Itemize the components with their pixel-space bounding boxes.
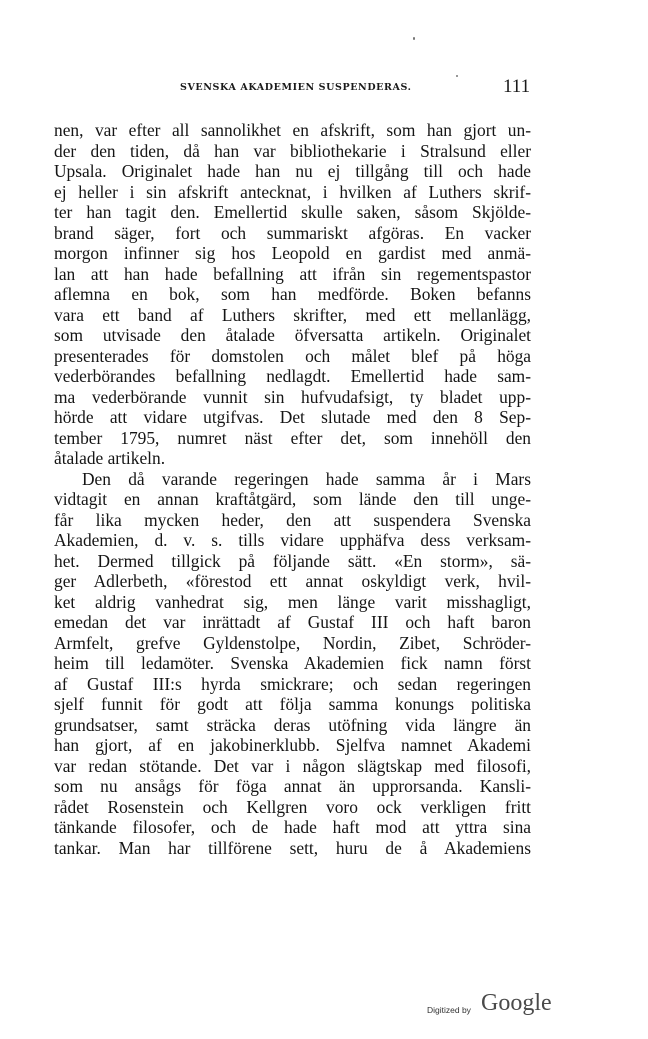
text-line: som utvisade den åtalade öfversatta artikeln. Originalet xyxy=(54,325,531,345)
ink-speck xyxy=(413,37,415,40)
text-line: het. Dermed tillgick på följande sätt. «En storm», sä- xyxy=(54,550,531,571)
text-line: heim till ledamöter. Svenska Akademien fick namn först xyxy=(54,653,531,673)
text-line: Armfelt, grefve Gyldenstolpe, Nordin, Zibet, Schröder- xyxy=(54,632,531,653)
text-line: emedan det var inrättadt af Gustaf III och haft baron xyxy=(54,612,531,632)
text-line: får lika mycken heder, den att suspendera Svenska xyxy=(54,509,531,530)
google-wordmark: Google xyxy=(481,990,552,1016)
running-title: SVENSKA AKADEMIEN SUSPENDERAS. xyxy=(180,82,412,93)
text-line: Upsala. Originalet hade han nu ej tillgång till och hade xyxy=(54,161,531,181)
text-line: nen, var efter all sannolikhet en afskrift, som han gjort un- xyxy=(54,120,531,140)
text-line: sjelf funnit för godt att följa samma konungs politiska xyxy=(54,694,531,714)
text-line: ket aldrig vanhedrat sig, men länge varit misshagligt, xyxy=(54,591,531,612)
paragraph-start-line: Den då varande regeringen hade samma år i Mars xyxy=(82,468,531,489)
digitized-by-google-mark xyxy=(423,985,573,1025)
text-line: grundsatser, samt sträcka deras utöfning vida längre än xyxy=(54,714,531,735)
paragraph-end-line: åtalade artikeln. xyxy=(54,448,166,468)
text-line: Akademien, d. v. s. tills vidare upphäfva dess verksam- xyxy=(54,530,531,550)
text-line: ter han tagit den. Emellertid skulle saken, såsom Skjölde- xyxy=(54,202,531,222)
text-line: som nu ansågs för föga annat än upprorsanda. Kansli- xyxy=(54,776,531,796)
text-line: af Gustaf III:s hyrda smickrare; och sedan regeringen xyxy=(54,673,531,694)
text-line: aflemna en bok, som han medförde. Boken befanns xyxy=(54,284,531,304)
text-line: hörde att vidare utgifvas. Det slutade med den 8 Sep- xyxy=(54,407,531,427)
text-line: ma vederbörande vunnit sin hufvudafsigt, ty bladet upp- xyxy=(54,386,531,407)
text-line: tember 1795, numret näst efter det, som innehöll den xyxy=(54,427,531,448)
page-number: 111 xyxy=(503,76,531,97)
text-line: morgon infinner sig hos Leopold en gardist med anmä- xyxy=(54,243,531,263)
text-line: ger Adlerbeth, «förestod ett annat oskyldigt verk, hvil- xyxy=(54,571,531,591)
text-line: vidtagit en annan kraftåtgärd, som lände den till unge- xyxy=(54,489,531,509)
text-line: tankar. Man har tillförene sett, huru de å Akademiens xyxy=(54,837,531,858)
text-line: ej heller i sin afskrift antecknat, i hvilken af Luthers skrif- xyxy=(54,181,531,202)
text-line: vara ett band af Luthers skrifter, med ett mellanlägg, xyxy=(54,304,531,325)
text-line: rådet Rosenstein och Kellgren voro ock verkligen fritt xyxy=(54,796,531,817)
text-line: brand säger, fort och summariskt afgöras. En vacker xyxy=(54,222,531,243)
body-text xyxy=(54,120,531,858)
text-line: var redan stötande. Det var i någon slägtskap med filosofi, xyxy=(54,755,531,776)
ink-speck xyxy=(456,75,458,77)
page-header xyxy=(0,78,648,100)
text-line: tänkande filosofer, och de hade haft mod att yttra sina xyxy=(54,817,531,837)
text-line: der den tiden, då han var bibliothekarie i Stralsund eller xyxy=(54,140,531,161)
text-line: vederbörandes befallning nedlagdt. Emellertid hade sam- xyxy=(54,366,531,386)
text-line: presenterades för domstolen och målet blef på höga xyxy=(54,345,531,366)
digitized-by-label: Digitized by xyxy=(427,1005,471,1015)
text-line: lan att han hade befallning att ifrån sin regementspastor xyxy=(54,263,531,284)
text-line: han gjort, af en jakobinerklubb. Sjelfva namnet Akademi xyxy=(54,735,531,755)
